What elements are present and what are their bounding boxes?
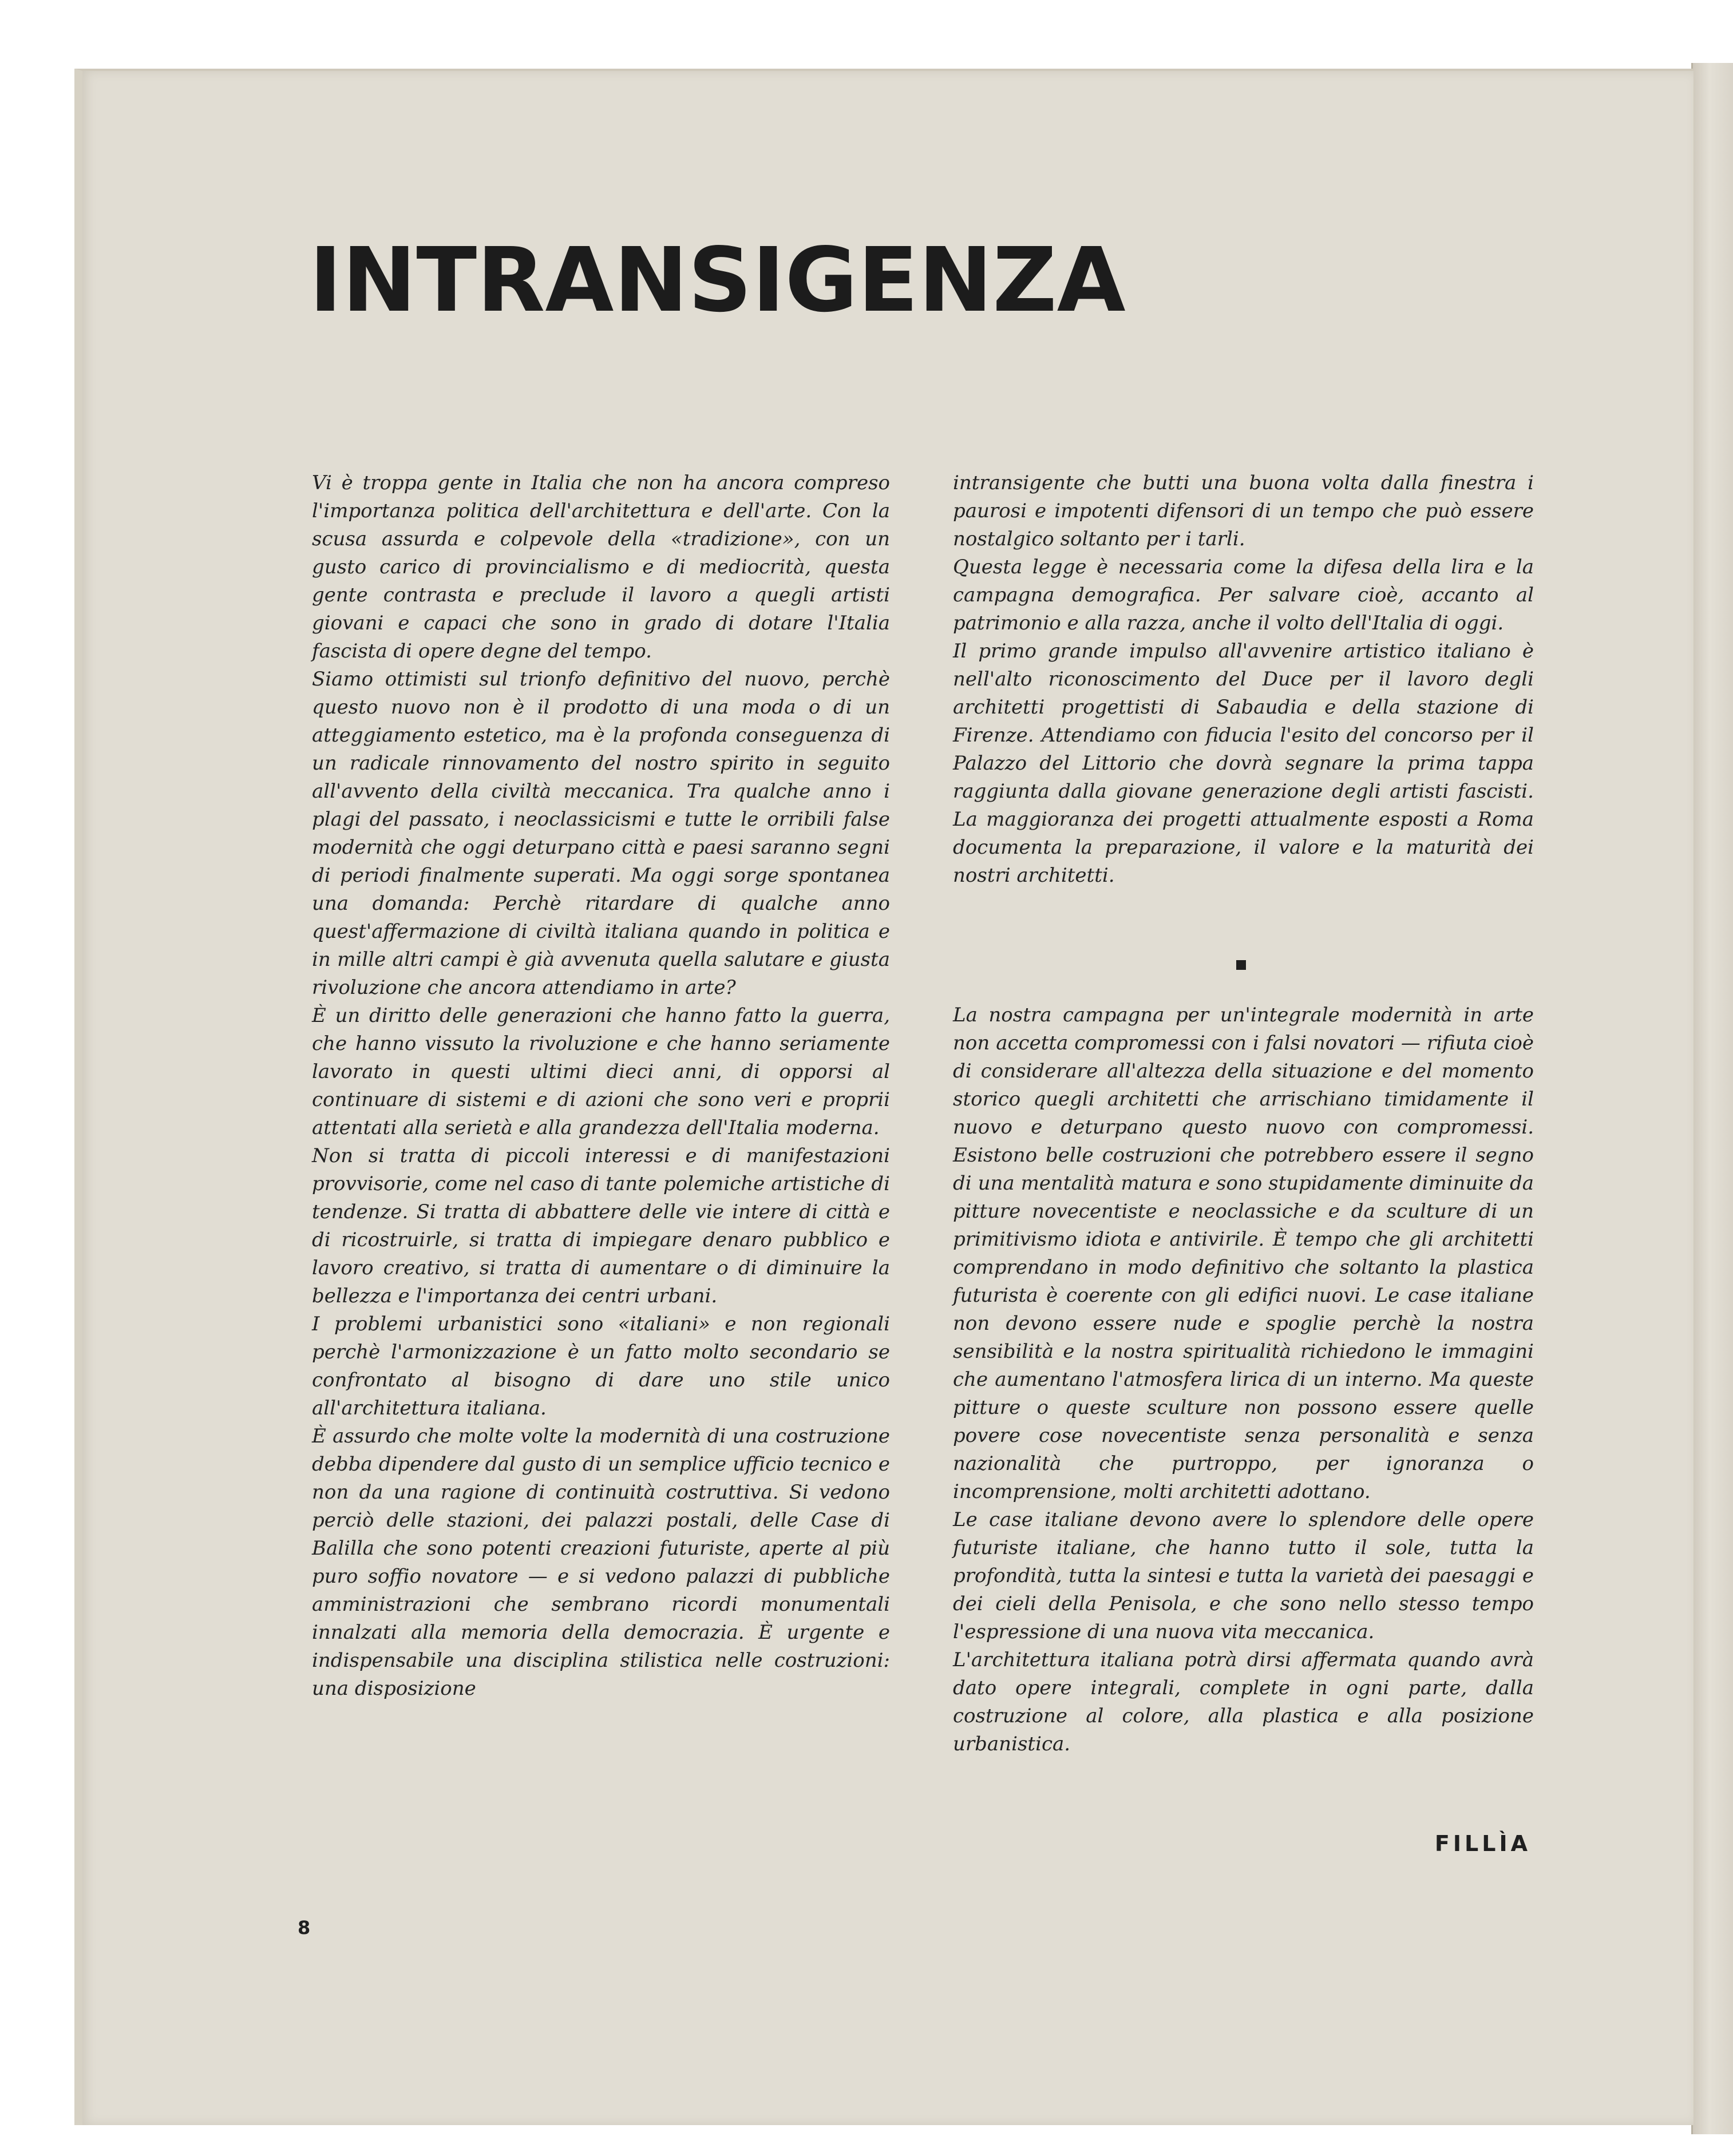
right-column-bottom (953, 1001, 1534, 1758)
paragraph: Non si tratta di piccoli interessi e di manifestazioni provvisorie, come nel caso di tante polemiche artistiche di tendenze. Si tratta di abbattere delle vie intere di città e di ricostruirle, si tratta di impiegare denaro pubblico e lavoro creativo, si tratta di aumentare o di diminuire la bellezza e l'importanza dei centri urbani. (312, 1144, 890, 1307)
paragraph: I problemi urbanistici sono «italiani» e non regionali perchè l'armonizzazione è un fatto molto secondario se confrontato al bisogno di dare uno stile unico all'architettura italiana. (312, 1313, 890, 1420)
paragraph: Il primo grande impulso all'avvenire artistico italiano è nell'alto riconoscimento del Duce per il lavoro degli architetti progettisti di Sabaudia e della stazione di Firenze. Attendiamo con fiducia l'esito del concorso per il Palazzo del Littorio che dovrà segnare la prima tappa raggiunta dalla giovane generazione degli artisti fascisti. La maggioranza dei progetti attualmente esposti a Roma documenta la preparazione, il valore e la maturità dei nostri architetti. (953, 640, 1534, 887)
paragraph: Questa legge è necessaria come la difesa della lira e la campagna demografica. Per salvare cioè, accanto al patrimonio e alla razza, anche il volto dell'Italia di oggi. (953, 556, 1534, 635)
left-column (312, 469, 890, 1703)
right-column-top (953, 469, 1534, 890)
section-separator-square (1236, 960, 1246, 970)
page-number: 8 (298, 1917, 311, 1939)
paragraph: È assurdo che molte volte la modernità di una costruzione debba dipendere dal gusto di un semplice ufficio tecnico e non da una ragione di continuità costruttiva. Si vedono perciò delle stazioni, dei palazzi postali, delle Case di Balilla che sono potenti creazioni futuriste, aperte al più puro soffio novatore — e si vedono palazzi di pubbliche amministrazioni che sembrano ricordi monumentali innalzati alla memoria della democrazia. È urgente e indispensabile una disciplina stilistica nelle costruzioni: una disposizione (312, 1425, 890, 1700)
author-signature: FILLÌA (1434, 1831, 1531, 1856)
paragraph: Vi è troppa gente in Italia che non ha ancora compreso l'importanza politica dell'architettura e dell'arte. Con la scusa assurda e colpevole della «tradizione», con un gusto carico di provincialismo e di mediocrità, questa gente contrasta e preclude il lavoro a quegli artisti giovani e capaci che sono in grado di dotare l'Italia fascista di opere degne del tempo. (312, 471, 890, 663)
paragraph: intransigente che butti una buona volta dalla finestra i paurosi e impotenti difensori di un tempo che può essere nostalgico soltanto per i tarli. (953, 471, 1534, 550)
paragraph: La nostra campagna per un'integrale modernità in arte non accetta compromessi con i falsi novatori — rifiuta cioè di considerare all'altezza della situazione e del momento storico quegli architetti che arrischiano timidamente il nuovo e deturpano questo nuovo con compromessi. Esistono belle costruzioni che potrebbero essere il segno di una mentalità matura e sono stupidamente diminuite da pitture novecentiste e neoclassiche e da sculture di un primitivismo idiota e antivirile. È tempo che gli architetti comprendano in modo definitivo che soltanto la plastica futurista è coerente con gli edifici nuovi. Le case italiane non devono essere nude e spoglie perchè la nostra sensibilità e la nostra spiritualità richiedono le immagini che aumentano l'atmosfera lirica di un interno. Ma queste pitture o queste sculture non possono essere quelle povere cose novecentiste senza personalità e senza nazionalità che purtroppo, per ignoranza o incomprensione, molti architetti adottano. (953, 1004, 1534, 1503)
paragraph: Siamo ottimisti sul trionfo definitivo del nuovo, perchè questo nuovo non è il prodotto di una moda o di un atteggiamento estetico, ma è la profonda conseguenza di un radicale rinnovamento del nostro spirito in seguito all'avvento della civiltà meccanica. Tra qualche anno i plagi del passato, i neoclassicismi e tutte le orribili false modernità che oggi deturpano città e paesi saranno segni di periodi finalmente superati. Ma oggi sorge spontanea una domanda: Perchè ritardare di qualche anno quest'affermazione di civiltà italiana quando in politica e in mille altri campi è già avvenuta quella salutare e giusta rivoluzione che ancora attendiamo in arte? (312, 668, 890, 999)
paragraph: Le case italiane devono avere lo splendore delle opere futuriste italiane, che hanno tutto il sole, tutta la profondità, tutta la sintesi e tutta la varietà dei paesaggi e dei cieli della Penisola, e che sono nello stesso tempo l'espressione di una nuova vita meccanica. (953, 1508, 1534, 1643)
facing-page-edge (1691, 63, 1733, 2134)
paragraph: È un diritto delle generazioni che hanno fatto la guerra, che hanno vissuto la rivoluzione e che hanno seriamente lavorato in questi ultimi dieci anni, di opporsi al continuare di sistemi e di azioni che sono veri e proprii attentati alla serietà e alla grandezza dell'Italia moderna. (312, 1004, 890, 1139)
article-title: INTRANSIGENZA (309, 228, 1126, 332)
paragraph: L'architettura italiana potrà dirsi affermata quando avrà dato opere integrali, complete in ogni parte, dalla costruzione al colore, alla plastica e alla posizione urbanistica. (953, 1648, 1534, 1755)
